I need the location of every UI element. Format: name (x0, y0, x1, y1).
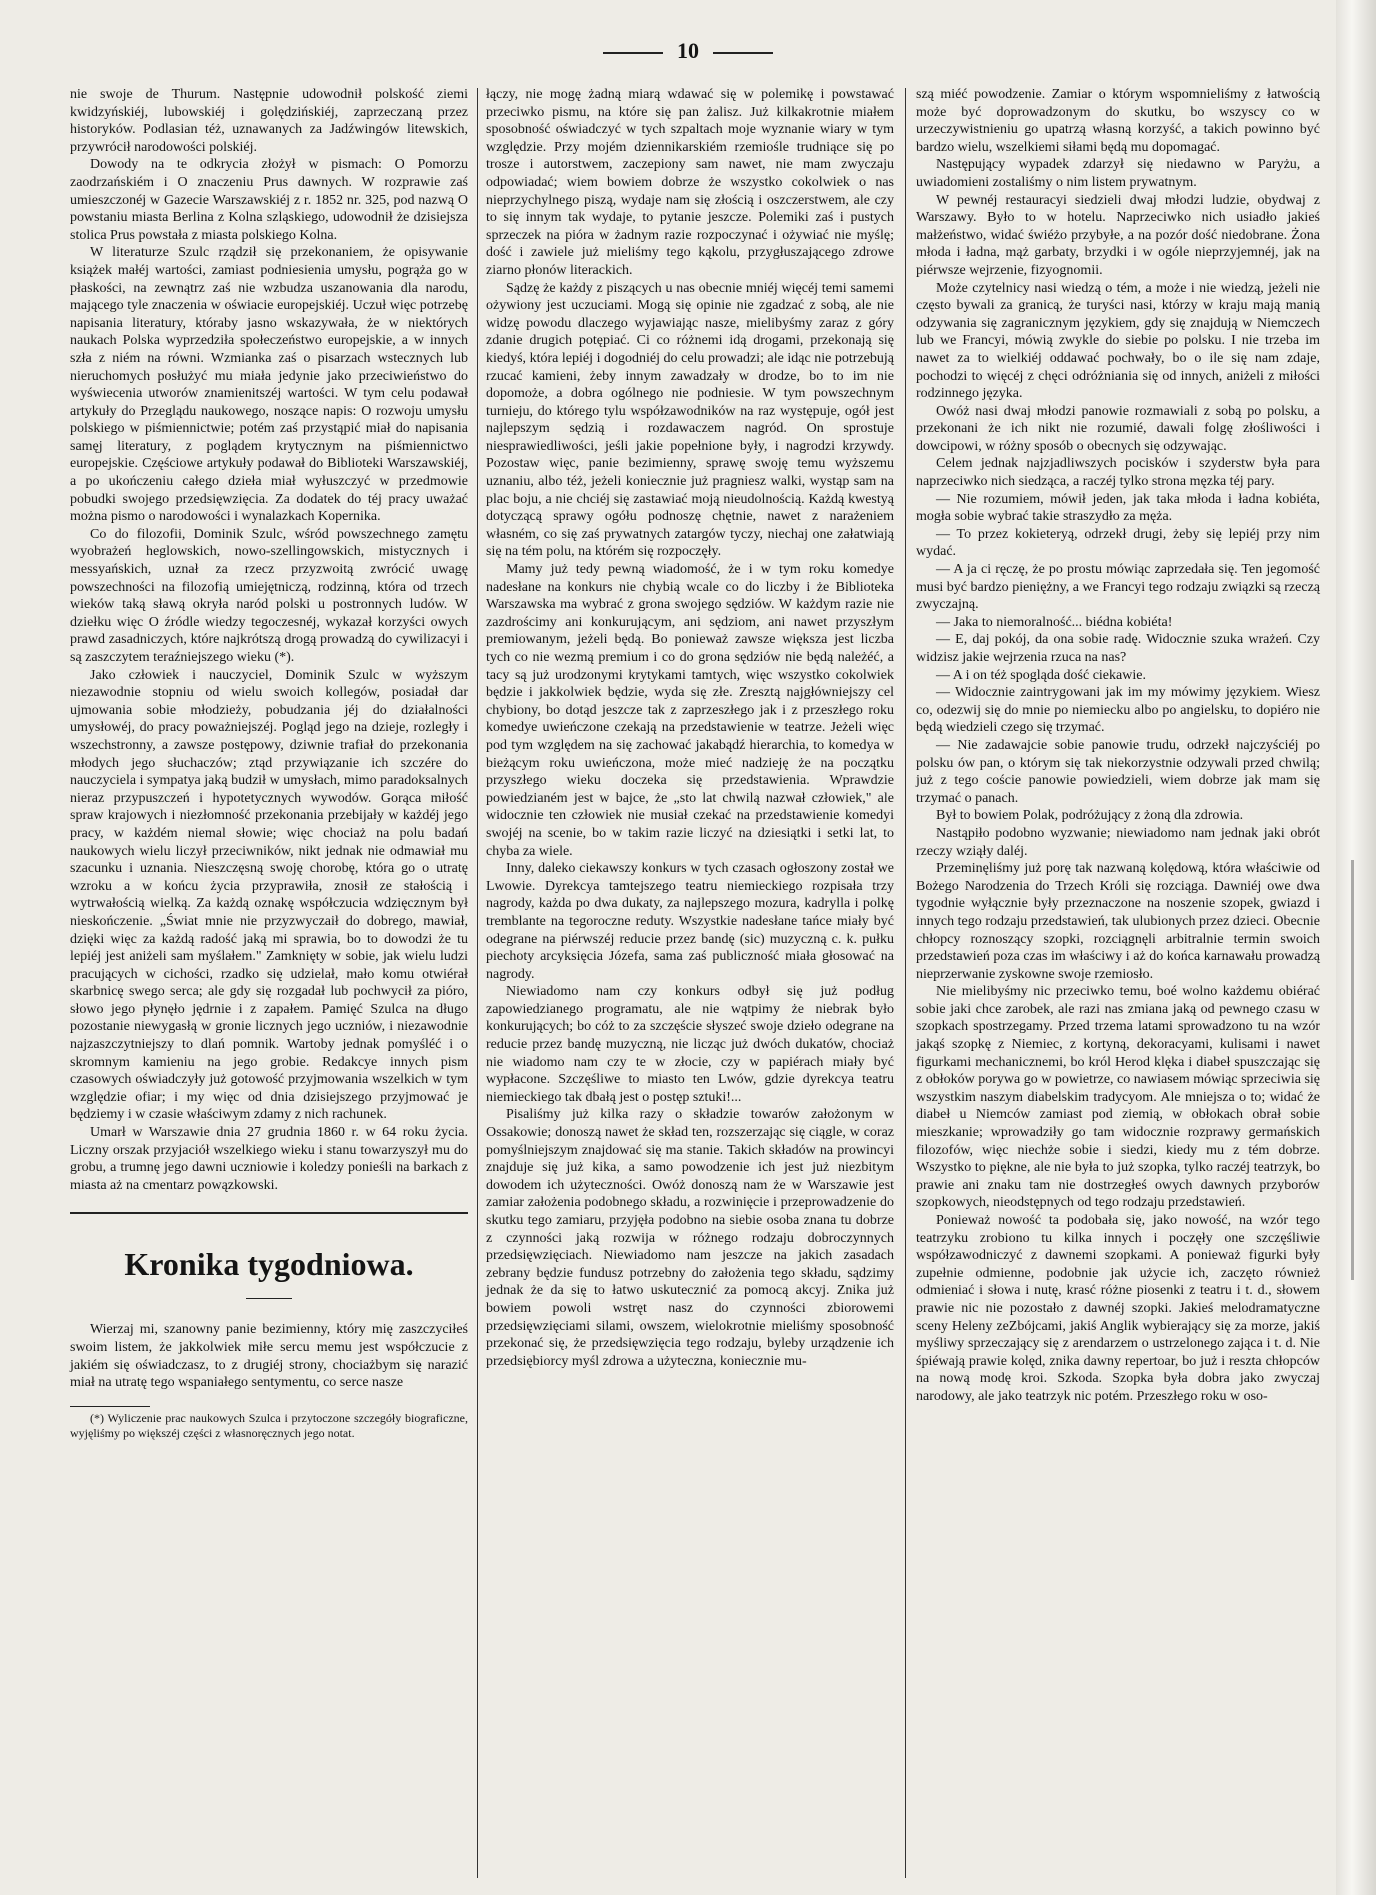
text-column-1 (70, 86, 468, 1441)
paragraph: — Jaka to niemoralność... biédna kobiéta! (936, 614, 1173, 630)
paragraph: — A i on téż spogląda dość ciekawie. (936, 667, 1146, 683)
paragraph: Następujący wypadek zdarzył się niedawno w Paryżu, a uwiadomieni zostaliśmy o nim listem prywatnym. (916, 157, 1320, 190)
footnote: (*) Wyliczenie prac naukowych Szulca i przytoczone szczegóły biograficzne, wyjęliśmy po większéj części z własnoręcznych jego notat. (70, 1410, 468, 1440)
heading-underline (246, 1298, 292, 1299)
section-divider (70, 1212, 468, 1214)
footnote-divider (70, 1406, 150, 1407)
paragraph: Mamy już tedy pewną wiadomość, że i w tym roku komedye nadesłane na konkurs nie chybią wcale co do liczby i że Biblioteka Warszawska ma wybrać z grona swojego sędziów. W każdym razie nie zazdrościmy ani konkurującym, ani sędziom, ani nawet przyszłym premiowanym, jeżeli będą. Bo ponieważ zawsze większa jest liczba tych co nie wezmą premium i co do grona sędziów nie będą należéć, a tacy są już urodzonymi krytykami tamtych, więc wszystko cokolwiek będzie i jakkolwiek będzie, wyda się złe. Zresztą najgłówniejszy cel chybiony, bo dotąd jeszcze tak z zaprzeszłego jak i z przeszłego roku komedye uwieńczone czekają na przedstawienie w teatrze. Jeżeli więc pod tym względem na się zachować jakabądź hierarchia, to komedya w bieżącym roku uwieńczona, może mieć nadzieję że na początku przyszłego wieku doczeka się przedstawienia. Wprawdzie powiedzianém jest w bajce, że „sto lat chwilą nazwał człowiek," ale widocznie ten człowiek nie musiał czekać na przedstawienie komedyi swojéj na scenie, bo w takim razie liczyć na dziesiątki i setki lat, to chyba za wiele. (486, 562, 894, 859)
paragraph: — Nie zadawajcie sobie panowie trudu, odrzekł najczyściéj po polsku ów pan, o którym się tak niekorzystnie odzywali przed chwilą; już z tego coście panowie powiedzieli, wiem dobrze jak mam się trzymać o panach. (916, 737, 1320, 806)
page-number-right-dash (713, 52, 773, 54)
paragraph: W literaturze Szulc rządził się przekonaniem, że opisywanie książek małéj wartości, zamiast podniesienia umysłu, pogrąża go w płaskości, na zewnątrz zaś nie wzbudza uszanowania dla narodu, mającego tyle znaczenia w oświacie europejskiéj. Uczuł więc potrzebę napisania literatury, któraby jasno wskazywała, że w niektórych naukach Polska wyprzedziła społeczeństwo europejskie, a w innych szła z niém na równi. Wzmianka zaś o pisarzach wstecznych lub nieruchomych posłużyć mu miała jedynie jako przeciwieństwo do wyświecenia utworów znamienitszéj wartości. W tym celu podawał artykuły do Przeglądu naukowego, noszące napis: O rozwoju umysłu polskiego w piśmiennictwie; potém zaś przystąpić miał do napisania samęj literatury, z poglądem krytycznym na piśmiennictwo europejskie. Częściowe artykuły podawał do Biblioteki Warszawskiéj, a po ukończeniu całego dzieła miał wyłuszczyć w przedmowie pobudki swojego przedsięwzięcia. Za dodatek do téj pracy uważać można pismo o narodowości i wynalazkach Kopernika. (70, 245, 468, 525)
text-column-2 (486, 86, 894, 1370)
section-heading: Kronika tygodniowa. (124, 1246, 414, 1283)
paragraph: Dowody na te odkrycia złożył w pismach: O Pomorzu zaodrzańskiém i O znaczeniu Prus dawnych. W rozprawie zaś umieszczonéj w Gazecie Warszawskiéj z r. 1852 nr. 325, pod nazwą O powstaniu miasta Berlina z Kolna szląskiego, udowodnił że dzisiejsza stolica Prus powstała z miasta polskiego Kolna. (70, 157, 468, 243)
paragraph: — E, daj pokój, da ona sobie radę. Widocznie szuka wrażeń. Czy widzisz jakie wejrzenia rzuca na nas? (916, 632, 1320, 665)
paragraph: Nastąpiło podobno wyzwanie; niewiadomo nam jednak jaki obrót rzeczy wziąły daléj. (916, 825, 1320, 859)
paragraph: nie swoje de Thurum. Następnie udowodnił polskość ziemi kwidzyńskiéj, lubowskiéj i golędzińskiéj, zaprzeczaną przez historyków. Podlasian téż, uznawanych za Jadźwingów litewskich, przywrócił narodowości polskiéj. (70, 87, 468, 155)
column-divider-1 (477, 88, 478, 1878)
paragraph: Jako człowiek i nauczyciel, Dominik Szulc w wyższym niezawodnie stopniu od wielu swoich kollegów, posiadał dar ujmowania sobie młodzieży, pobudzania jéj do działalności umysłowéj, do pracy poważniejszéj. Pogląd jego na dzieje, rozległy i wszechstronny, a zawsze postępowy, dziwnie trafiał do przekonania młodych jego słuchaczów; ztąd przywiązanie ich szczére do nauczyciela i sympatya jaką budził w umysłach, mimo paradoksalnych nieraz przypuszczeń i hypotetycznych wywodów. Gorąca miłość spraw krajowych i niezłomność przekonania przebijały w każdéj jego pracy, w każdém niemal słowie; więc chociaż na polu badań naukowych wielu liczył przeciwników, nikt jednak nie odmawiał mu szacunku i uznania. Nieszczęsną swoję chorobę, która go o utratę wzroku a w końcu życia przyprawiła, znosił ze stałością i wytrwałością wielką. Za każdą oznakę współczucia wdzięcznym był nieskończenie. „Świat mnie nie przyzwyczaił do dobrego, mawiał, dzięki więc za każdą radość jaką mi sprawia, bo to dowodzi że tu lepiéj jest aniżeli sam myślałem." Zamknięty w sobie, jak wielu ludzi pracujących w cichości, rzadko się udzielał, mało komu otwiérał skarbnicę swego serca; ale gdy się rozgadał lub pochwycił za pióro, słowo jego płynęło jędrnie i z zapałem. Pamięć Szulca na długo pozostanie niewygasłą w gronie licznych jego uczniów, i niezawodnie najzaszczytniejszy to dlań pomnik. Wartoby jednak pomyśléć i o skromnym kamieniu na jego grobie. Redakcye innych pism czasowych oświadczyły już gotowość przyjmowania wszelkich w tym względzie ofiar; i my więc od dnia dzisiejszego przyjmować je będziemy i w czasie właściwym zdamy z nich rachunek. (70, 667, 468, 1123)
paragraph: Owóż nasi dwaj młodzi panowie rozmawiali z sobą po polsku, a przekonani że ich nikt nie rozumié, dawali folgę złośliwości i dowcipowi, w różny sposób o obecnych się odzywając. (916, 403, 1320, 454)
column-divider-2 (905, 88, 906, 1878)
page-number-left-dash (603, 52, 663, 54)
paragraph: Wierzaj mi, szanowny panie bezimienny, który mię zaszczyciłeś swoim listem, że jakkolwiek miłe sercu memu jest współczucie z jakiém się oświadczasz, to z drugiéj strony, chociażbym się narazić miał na utratę tego wspaniałego sentymentu, co serce nasze (70, 1322, 468, 1391)
paragraph: — Nie rozumiem, mówił jeden, jak taka młoda i ładna kobiéta, mogła sobie wybrać takie straszydło za męża. (916, 491, 1320, 525)
paragraph: Ponieważ nowość ta podobała się, jako nowość, na wzór tego teatrzyku zrobiono tu kilka innych i poczęły one szczęśliwie współzawodniczyć z dawnemi szopkami. A ponieważ figurki były zupełnie odmienne, podobnie jak użycie ich, zaczęto również odmieniać i słowa i nutę, krasć różne piosenki z teatru i t. d., słowem prawie nic nie pozostało z dawnéj szopki. Jakieś melodramatyczne sceny Heleny zeZbójcami, jakiś Anglik wybierający się za morze, jakiś myśliwy sprzeczający się z arendarzem o ustrzelonego zająca i t. d. Nie śpiéwają prawie kolęd, znika dawny repertoar, bo już i reszta chłopców na nową modę kroi. Szkoda. Szopka była dobra jako zwyczaj narodowy, ale jako teatrzyk nic potém. Przeszłego roku w oso- (916, 1213, 1320, 1404)
paragraph: szą miéć powodzenie. Zamiar o którym wspomnieliśmy z łatwością może być doprowadzonym do skutku, bo wszyscy co w urzeczywistnieniu go upatrzą własną korzyść, a takich powinno być bardzo wielu, wszelkiemi siłami będą mu dopomagać. (916, 87, 1320, 155)
paragraph: — A ja ci ręczę, że po prostu mówiąc zaprzedała się. Ten jegomość musi być bardzo pieniężny, a we Francyi tego rodzaju związki są rzeczą zwyczajną. (916, 562, 1320, 613)
paragraph: Celem jednak najzjadliwszych pocisków i szyderstw była para naprzeciwko nich siedząca, a raczéj tylko strona męzka téj pary. (916, 456, 1320, 490)
paragraph: Przeminęliśmy już porę tak nazwaną kolędową, która właściwie od Bożego Narodzenia do Trzech Króli się rozciąga. Dawniéj owe dwa tygodnie wyłącznie były przeznaczone na noszenie szopek, gwiazd i innych tego rodzaju przedstawień, tak ulubionych przez dzieci. Obecnie chłopcy roznoszący szopki, rozciągnęli arbitralnie termin swoich przedstawień poza czas im właściwy i aż do końca karnawału prowadzą nieprzerwanie zyskowne swoje rzemiosło. (916, 861, 1320, 982)
text-column-3 (916, 86, 1320, 1406)
paragraph: Był to bowiem Polak, podróżujący z żoną dla zdrowia. (936, 808, 1244, 824)
paragraph: Niewiadomo nam czy konkurs odbył się już podług zapowiedzianego programatu, ale nie wątpimy że niebrak było konkurujących; bo cóż to za szczęście słyszeć swoje dzieło odegrane na reducie przez bandę muzyczną, nie licząc już dwóch dukatów, chociaż nie wiadomo nam czy te w złocie, czy w papiérach miały być wypłacone. Szczęśliwe to miasto ten Lwów, gdzie dyrekcya teatru niemieckiego tak dbałą jest o postęp sztuki!... (486, 984, 894, 1105)
paragraph: Nie mielibyśmy nic przeciwko temu, boé wolno każdemu obiérać sobie jaki chce zarobek, ale razi nas zmiana jaką od pewnego czasu w szopkach spostrzegamy. Przed trzema latami sprowadzono tu na wzór jakąś szopkę z Niemiec, z kortyną, dekoracyami, kulisami i nawet figurkami mechanicznemi, bo król Herod klęka i diabeł spuszczając się z obłoków porywa go w powietrze, co nawiasem mówiąc sprzeciwia się wszystkim naszym diabelskim tradycyom. Ale mniejsza o to; widać że diabeł u Niemców zamiast pod ziemią, w obłokach obrał sobie mieszkanie; wprowadziły go tam widocznie rozprawy germańskich filozofów, więc niechże sobie i siedzi, kiedy mu z tém dobrze. Wszystko to piękne, ale nie była to już szopka, tylko raczéj teatrzyk, bo prawie ani znaku tam nie dostrzegłeś owych dawnych przyborów szopkowych, nieodstępnych od tego rodzaju przedstawień. (916, 984, 1320, 1211)
paragraph: — Widocznie zaintrygowani jak im my mówimy językiem. Wiesz co, odezwij się do mnie po niemiecku albo po angielsku, to dopiéro nie będą wiedzieli czego się trzymać. (916, 685, 1320, 736)
paragraph: Umarł w Warszawie dnia 27 grudnia 1860 r. w 64 roku życia. Liczny orszak przyjaciół wszelkiego wieku i stanu towarzyszył mu do grobu, a trumnę jego dawni uczniowie i koledzy ponieśli na barkach z miasta aż na cmentarz powązkowski. (70, 1125, 468, 1193)
paragraph: — To przez kokieteryą, odrzekł drugi, żeby się lepiéj przy nim wydać. (916, 526, 1320, 560)
page-number: 10 (677, 38, 699, 63)
page-number-row (0, 38, 1376, 64)
binding-edge-marks (1351, 860, 1362, 1280)
paragraph: łączy, nie mogę żadną miarą wdawać się w polemikę i powstawać przeciwko pismu, na które się pan żalisz. Już kilkakrotnie miałem sposobność oświadczyć w tych szpaltach moje wyznanie wiary w tym względzie. Przy mojém dziennikarskiém rzemiośle trudniące się po trosze i autorstwem, zaczepiony sam nawet, nie mam zwyczaju odpowiadać; wiem bowiem dobrze że wszystko cokolwiek o nas nieprzychylnego piszą, wydaje nam się złością i oszczerstwem, ale czy to się innym tak wydaje, to pytanie jeszcze. Polemiki zaś i pustych sprzeczek na pióra w żadnym razie rozpoczynać i ożywiać nie myślę; dość i zawiele już mieliśmy tego kąkolu, przygłuszającego zdrowe ziarno płonów literackich. (486, 87, 894, 278)
paragraph: Sądzę że każdy z piszących u nas obecnie mniéj więcéj temi samemi ożywiony jest uczuciami. Mogą się opinie nie zgadzać z sobą, ale nie widzę powodu dlaczego wyjawiając nasze, mielibyśmy zaraz z góry zdanie drugich potępiać. Ci co różnemi idą drogami, przekonają się kiedyś, która lepiéj i dogodniéj do celu prowadzi; ale idąc nie potrzebują rzucać kamieni, żeby innym zawadzały w drodze, bo to im nie dopomoże, a dobra ogólnego nie podniesie. W tym powszechnym turnieju, do którego tylu współzawodników na raz występuje, ogół jest najlepszym sędzią i rozdawaczem nagród. On sprostuje niesprawiedliwości, jeśli jakie popełnione były, i nagrodzi krzywdy. Pozostaw więc, panie bezimienny, sprawę swoję temu wyższemu uznaniu, albo téż, jeżeli koniecznie już pragniesz walki, wystąp sam na plac boju, a nie chciéj się zastawiać moją nieudolnością. Każdą kwestyą dotyczącą sprawy ogółu podnoszę chętnie, nawet z narażeniem własném, co się zaś prywatnych zatargów tyczy, niechaj one załatwiają się na tém polu, na którém się rozpoczęły. (486, 280, 894, 560)
paragraph: Pisaliśmy już kilka razy o składzie towarów założonym w Ossakowie; donoszą nawet że skład ten, rozszerzając się ciągle, w coraz pomyślniejszym znajdować się ma stanie. Takich składów na prowincyi znajduje się już kika, a samo powodzenie ich jest już niezbitym dowodem ich użyteczności. Owóż donoszą nam że w Warszawie jest zamiar założenia podobnego składu, a rozwinięcie i przeprowadzenie do skutku tego zamiaru, przyjęła podobno na siebie osoba znana tu dobrze z czynności jaką rozwija w różnego rodzaju dobroczynnych przedsięwzięciach. Niewiadomo nam jeszcze na jakich zasadach zebrany będzie fundusz potrzebny do założenia tego składu, sądzimy jednak że da się to łatwo uskutecznić za pomocą akcyj. Znika już bowiem powoli wstręt nasz do czynności zbiorowemi przedsięwzięciami silami, owszem, wielokrotnie mieliśmy sposobność przekonać się, że przedsięwzięcia tego rodzaju, byleby urządzenie ich przedsiębiorcy myśl zdrowa a użyteczna, koniecznie mu- (486, 1107, 894, 1369)
paragraph: W pewnéj restauracyi siedzieli dwaj młodzi ludzie, obydwaj z Warszawy. Było to w hotelu. Naprzeciwko nich usiadło jakieś małżeństwo, widać świéżo przybyłe, a na pozór dość niedobrane. Żona młoda i ładna, mąż garbaty, brzydki i w ogóle nieprzyjemnéj, jak na piérwsze wejrzenie, fizyognomii. (916, 192, 1320, 278)
paragraph: Może czytelnicy nasi wiedzą o tém, a może i nie wiedzą, jeżeli nie często bywali za granicą, że turyści nasi, którzy w kraju mają manią odzywania się zagranicznym językiem, gdy się znajdują w Niemczech lub we Francyi, mówią zwykle do siebie po polsku. I nie trzeba im nawet za to wielkiéj oddawać pochwały, bo o ile się nam zdaje, pochodzi to więcéj z chęci odróżniania się od innych, aniżeli z miłości rodzinnego języka. (916, 280, 1320, 402)
paragraph: Inny, daleko ciekawszy konkurs w tych czasach ogłoszony został we Lwowie. Dyrekcya tamtejszego teatru niemieckiego rozpisała trzy nagrody, każda po dwa dukaty, za najlepszego mozura, kadrylla i polkę tremblante na tegoroczne reduty. Wszystkie nadesłane tańce miały być odegrane na piérwszéj reducie przez bandę (sic) muzyczną c. k. pułku piechoty arcyksięcia Józefa, sama zaś publiczność miała głosować na nagrody. (486, 861, 894, 982)
paragraph: Co do filozofii, Dominik Szulc, wśród powszechnego zamętu wyobrażeń heglowskich, nowo-szellingowskich, mistycznych i messyańskich, uznał za rzecz przyzwoitą zwrócić uwagę powszechności na filozofią umiejętniczą, rodzinną, która od trzech wieków taką sławą okryła naród polski u postronnych ludów. W dziełku więc O źródle wiedzy tegoczesnéj, wykazał korzyści owych prawd zasadniczych, które najkrótszą drogą prowadzą do cywilizacyi i są zaszczytem teraźniejszego wieku (*). (70, 526, 468, 665)
